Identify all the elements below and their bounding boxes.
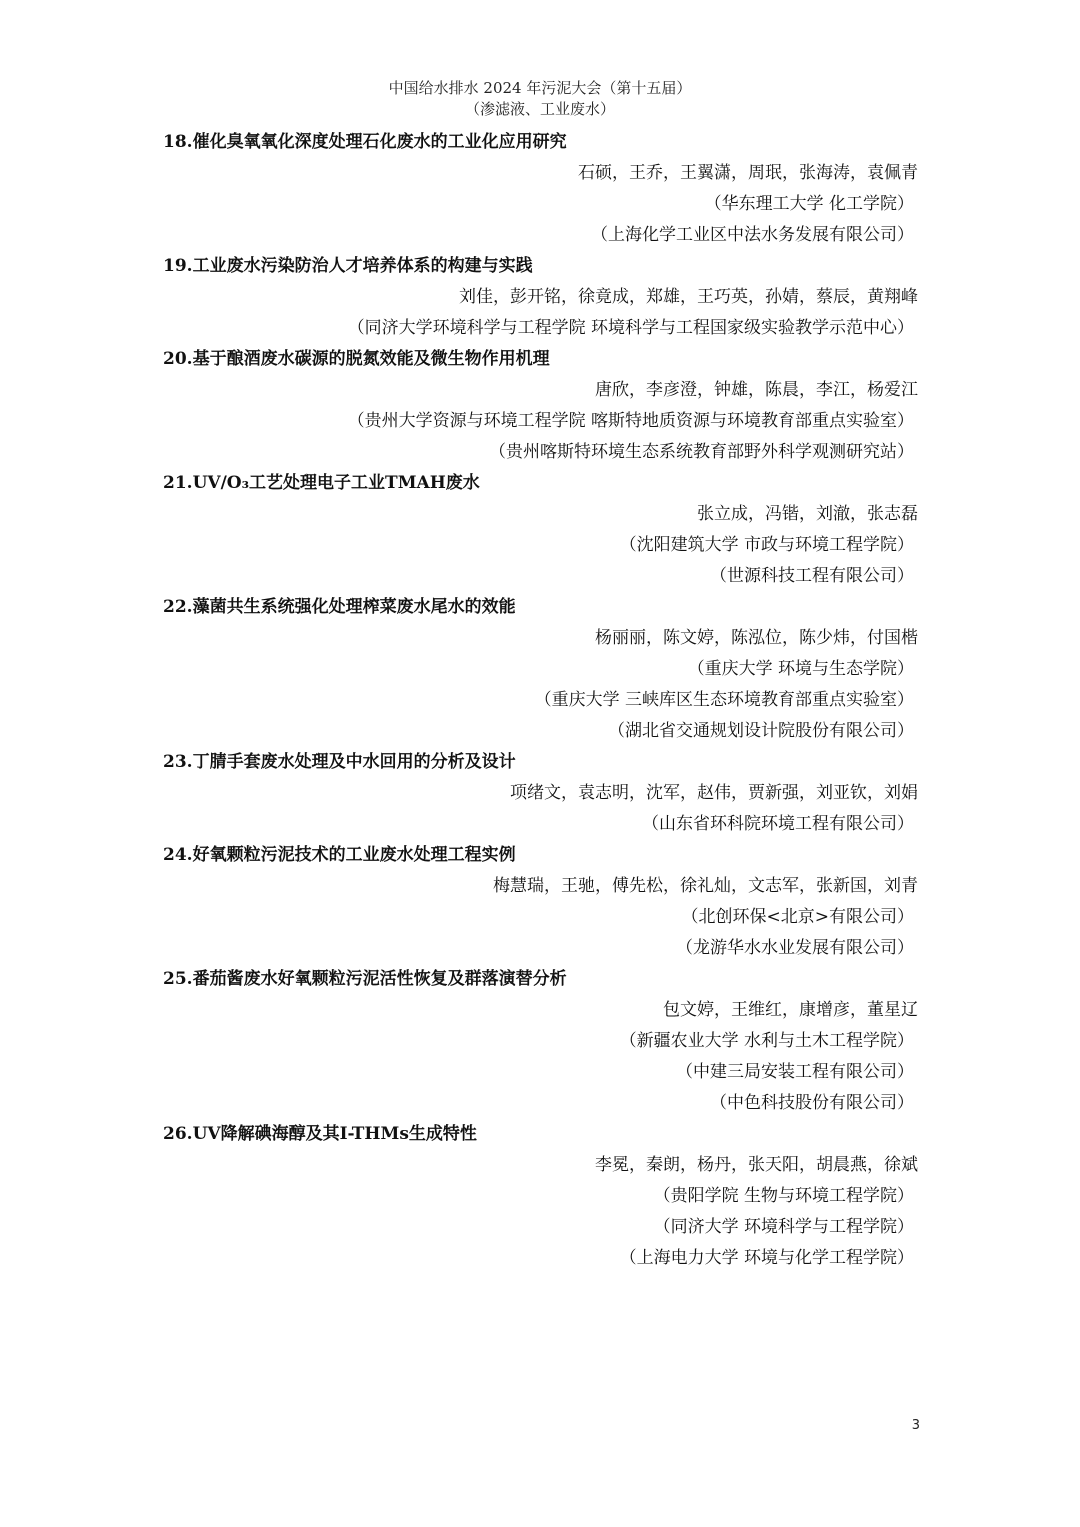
paper-authors: 刘佳，彭开铭，徐竟成，郑雄，王巧英，孙婧，蔡辰，黄翔峰: [459, 287, 918, 307]
page-number: 3: [911, 1418, 920, 1433]
paper-title: 20.基于酿酒废水碳源的脱氮效能及微生物作用机理: [163, 349, 550, 369]
paper-affiliation: （山东省环科院环境工程有限公司）: [642, 814, 914, 834]
paper-entry: [163, 592, 918, 747]
paper-authors: 项绪文，袁志明，沈军，赵伟，贾新强，刘亚钦，刘娟: [510, 783, 918, 803]
paper-entry: [163, 964, 918, 1119]
paper-entry: [163, 468, 918, 592]
conference-title: 中国给水排水 2024 年污泥大会（第十五届）: [388, 79, 692, 97]
paper-authors: 杨丽丽，陈文婷，陈泓位，陈少炜，付国楷: [595, 628, 918, 648]
paper-affiliation: （贵州大学资源与环境工程学院 喀斯特地质资源与环境教育部重点实验室）: [347, 411, 914, 431]
paper-authors: 石硕，王乔，王翼潇，周珉，张海涛，袁佩青: [578, 163, 918, 183]
paper-affiliation: （同济大学 环境科学与工程学院）: [653, 1217, 914, 1237]
paper-affiliation: （贵阳学院 生物与环境工程学院）: [653, 1186, 914, 1206]
paper-title: 19.工业废水污染防治人才培养体系的构建与实践: [163, 256, 533, 276]
conference-subtitle: （渗滤液、工业废水）: [464, 100, 615, 118]
paper-authors: 梅慧瑞，王驰，傅先松，徐礼灿，文志军，张新国，刘青: [493, 876, 918, 896]
paper-title: 24.好氧颗粒污泥技术的工业废水处理工程实例: [163, 845, 516, 865]
paper-list: [163, 127, 918, 1274]
paper-affiliation: （湖北省交通规划设计院股份有限公司）: [608, 721, 914, 741]
paper-title: 21.UV/O₃工艺处理电子工业TMAH废水: [163, 473, 480, 493]
paper-affiliation: （上海化学工业区中法水务发展有限公司）: [591, 225, 914, 245]
paper-affiliation: （沈阳建筑大学 市政与环境工程学院）: [619, 535, 914, 555]
paper-affiliation: （中色科技股份有限公司）: [710, 1093, 914, 1113]
paper-affiliation: （贵州喀斯特环境生态系统教育部野外科学观测研究站）: [489, 442, 914, 462]
paper-title: 26.UV降解碘海醇及其I-THMs生成特性: [163, 1124, 477, 1144]
paper-affiliation: （重庆大学 环境与生态学院）: [687, 659, 914, 679]
paper-entry: [163, 747, 918, 840]
page-header: [0, 78, 1080, 120]
paper-affiliation: （同济大学环境科学与工程学院 环境科学与工程国家级实验教学示范中心）: [347, 318, 914, 338]
paper-authors: 李冕，秦朗，杨丹，张天阳，胡晨燕，徐斌: [595, 1155, 918, 1175]
paper-affiliation: （北创环保<北京>有限公司）: [681, 907, 914, 927]
paper-title: 22.藻菌共生系统强化处理榨菜废水尾水的效能: [163, 597, 516, 617]
paper-authors: 包文婷，王维红，康增彦，董星辽: [663, 1000, 918, 1020]
paper-entry: [163, 127, 918, 251]
paper-affiliation: （中建三局安装工程有限公司）: [676, 1062, 914, 1082]
paper-entry: [163, 1119, 918, 1274]
paper-affiliation: （新疆农业大学 水利与土木工程学院）: [619, 1031, 914, 1051]
paper-authors: 张立成，冯锴，刘澈，张志磊: [697, 504, 918, 524]
paper-entry: [163, 840, 918, 964]
paper-authors: 唐欣，李彦澄，钟雄，陈晨，李江，杨爱江: [595, 380, 918, 400]
paper-title: 18.催化臭氧氧化深度处理石化废水的工业化应用研究: [163, 132, 567, 152]
paper-affiliation: （世源科技工程有限公司）: [710, 566, 914, 586]
paper-title: 23.丁腈手套废水处理及中水回用的分析及设计: [163, 752, 516, 772]
paper-affiliation: （龙游华水水业发展有限公司）: [676, 938, 914, 958]
paper-affiliation: （上海电力大学 环境与化学工程学院）: [619, 1248, 914, 1268]
paper-title: 25.番茄酱废水好氧颗粒污泥活性恢复及群落演替分析: [163, 969, 567, 989]
paper-entry: [163, 251, 918, 344]
paper-affiliation: （华东理工大学 化工学院）: [704, 194, 914, 214]
paper-affiliation: （重庆大学 三峡库区生态环境教育部重点实验室）: [534, 690, 914, 710]
paper-entry: [163, 344, 918, 468]
